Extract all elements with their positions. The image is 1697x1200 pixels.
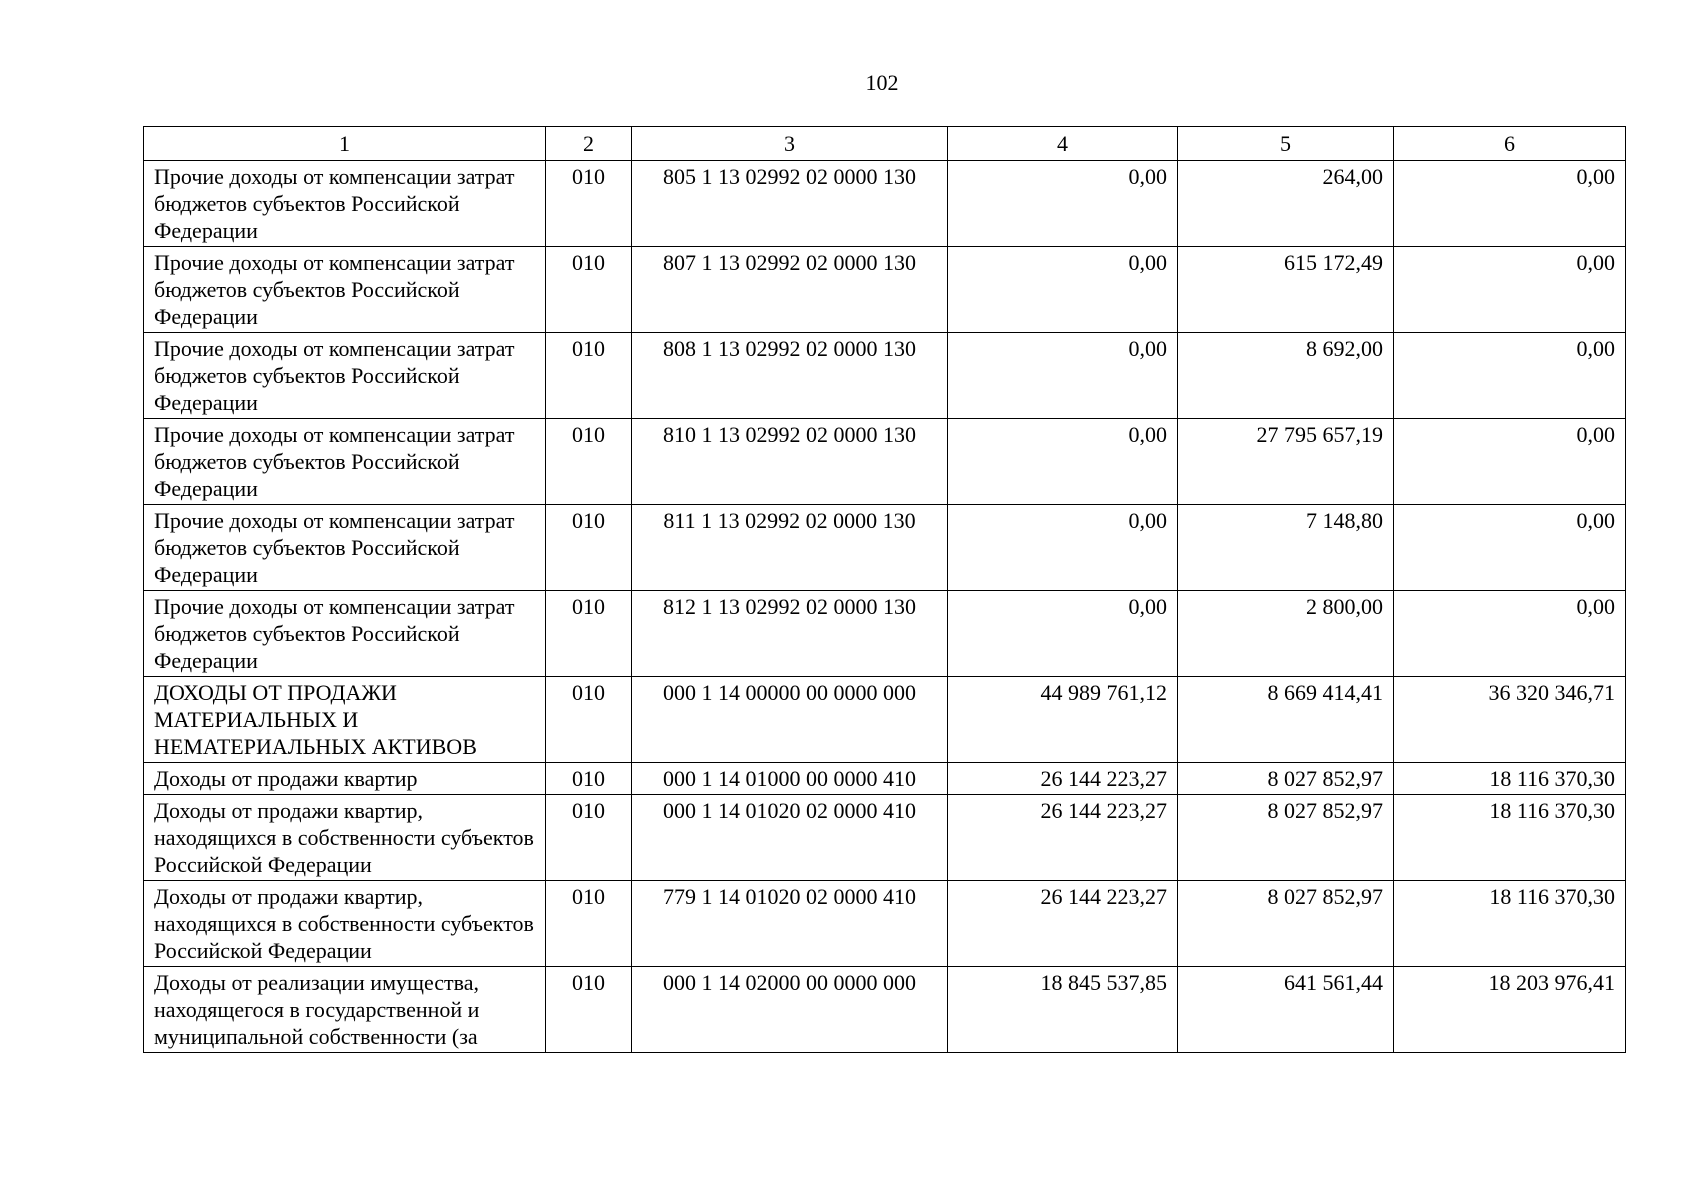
row-value-col4: 0,00 <box>948 505 1178 591</box>
table-row <box>144 591 1626 677</box>
row-budget-code: 000 1 14 01020 02 0000 410 <box>632 795 948 881</box>
row-line-code: 010 <box>546 419 632 505</box>
row-value-col4: 0,00 <box>948 161 1178 247</box>
row-value-col5: 7 148,80 <box>1178 505 1394 591</box>
row-name: Прочие доходы от компенсации затрат бюджетов субъектов Российской Федерации <box>144 419 546 505</box>
row-value-col4: 0,00 <box>948 333 1178 419</box>
table-row <box>144 795 1626 881</box>
row-budget-code: 808 1 13 02992 02 0000 130 <box>632 333 948 419</box>
row-value-col6: 18 203 976,41 <box>1394 967 1626 1053</box>
row-name: Прочие доходы от компенсации затрат бюджетов субъектов Российской Федерации <box>144 591 546 677</box>
row-value-col5: 264,00 <box>1178 161 1394 247</box>
column-header-5: 5 <box>1178 127 1394 161</box>
row-budget-code: 000 1 14 00000 00 0000 000 <box>632 677 948 763</box>
row-value-col4: 26 144 223,27 <box>948 881 1178 967</box>
row-value-col4: 0,00 <box>948 419 1178 505</box>
row-budget-code: 000 1 14 02000 00 0000 000 <box>632 967 948 1053</box>
table-row <box>144 505 1626 591</box>
row-value-col6: 18 116 370,30 <box>1394 881 1626 967</box>
column-header-2: 2 <box>546 127 632 161</box>
row-line-code: 010 <box>546 967 632 1053</box>
row-value-col4: 18 845 537,85 <box>948 967 1178 1053</box>
row-value-col6: 18 116 370,30 <box>1394 795 1626 881</box>
row-line-code: 010 <box>546 677 632 763</box>
row-value-col5: 2 800,00 <box>1178 591 1394 677</box>
row-value-col6: 0,00 <box>1394 419 1626 505</box>
row-name: Доходы от продажи квартир, находящихся в собственности субъектов Российской Федерации <box>144 881 546 967</box>
row-value-col6: 0,00 <box>1394 333 1626 419</box>
row-name: Прочие доходы от компенсации затрат бюджетов субъектов Российской Федерации <box>144 161 546 247</box>
row-value-col4: 44 989 761,12 <box>948 677 1178 763</box>
row-value-col4: 0,00 <box>948 247 1178 333</box>
table-row <box>144 419 1626 505</box>
row-line-code: 010 <box>546 763 632 795</box>
income-table <box>143 126 1626 1053</box>
row-budget-code: 805 1 13 02992 02 0000 130 <box>632 161 948 247</box>
row-name: Прочие доходы от компенсации затрат бюджетов субъектов Российской Федерации <box>144 247 546 333</box>
row-value-col5: 8 027 852,97 <box>1178 763 1394 795</box>
row-value-col4: 26 144 223,27 <box>948 763 1178 795</box>
table-header-row <box>144 127 1626 161</box>
row-value-col5: 8 692,00 <box>1178 333 1394 419</box>
column-header-3: 3 <box>632 127 948 161</box>
row-name: Доходы от реализации имущества, находящегося в государственной и муниципальной собственности (за <box>144 967 546 1053</box>
table-row <box>144 333 1626 419</box>
row-value-col5: 8 669 414,41 <box>1178 677 1394 763</box>
table-row <box>144 677 1626 763</box>
row-line-code: 010 <box>546 505 632 591</box>
row-value-col4: 0,00 <box>948 591 1178 677</box>
row-name: Прочие доходы от компенсации затрат бюджетов субъектов Российской Федерации <box>144 333 546 419</box>
row-line-code: 010 <box>546 881 632 967</box>
row-value-col4: 26 144 223,27 <box>948 795 1178 881</box>
row-line-code: 010 <box>546 247 632 333</box>
row-value-col5: 8 027 852,97 <box>1178 795 1394 881</box>
column-header-4: 4 <box>948 127 1178 161</box>
row-budget-code: 779 1 14 01020 02 0000 410 <box>632 881 948 967</box>
row-budget-code: 811 1 13 02992 02 0000 130 <box>632 505 948 591</box>
row-line-code: 010 <box>546 591 632 677</box>
row-value-col6: 0,00 <box>1394 161 1626 247</box>
row-line-code: 010 <box>546 333 632 419</box>
row-value-col6: 0,00 <box>1394 247 1626 333</box>
row-value-col5: 615 172,49 <box>1178 247 1394 333</box>
page-number: 102 <box>865 70 899 95</box>
row-budget-code: 810 1 13 02992 02 0000 130 <box>632 419 948 505</box>
row-line-code: 010 <box>546 161 632 247</box>
table-row <box>144 161 1626 247</box>
row-budget-code: 812 1 13 02992 02 0000 130 <box>632 591 948 677</box>
row-value-col5: 8 027 852,97 <box>1178 881 1394 967</box>
row-value-col5: 27 795 657,19 <box>1178 419 1394 505</box>
row-line-code: 010 <box>546 795 632 881</box>
row-budget-code: 000 1 14 01000 00 0000 410 <box>632 763 948 795</box>
column-header-6: 6 <box>1394 127 1626 161</box>
row-value-col5: 641 561,44 <box>1178 967 1394 1053</box>
row-value-col6: 18 116 370,30 <box>1394 763 1626 795</box>
column-header-1: 1 <box>144 127 546 161</box>
table-row <box>144 247 1626 333</box>
row-name: Доходы от продажи квартир <box>144 763 546 795</box>
table-row <box>144 763 1626 795</box>
table-row <box>144 881 1626 967</box>
table-row <box>144 967 1626 1053</box>
row-value-col6: 0,00 <box>1394 505 1626 591</box>
row-name: Прочие доходы от компенсации затрат бюджетов субъектов Российской Федерации <box>144 505 546 591</box>
row-value-col6: 0,00 <box>1394 591 1626 677</box>
row-value-col6: 36 320 346,71 <box>1394 677 1626 763</box>
row-name: Доходы от продажи квартир, находящихся в собственности субъектов Российской Федерации <box>144 795 546 881</box>
row-name: ДОХОДЫ ОТ ПРОДАЖИ МАТЕРИАЛЬНЫХ И НЕМАТЕРИАЛЬНЫХ АКТИВОВ <box>144 677 546 763</box>
row-budget-code: 807 1 13 02992 02 0000 130 <box>632 247 948 333</box>
